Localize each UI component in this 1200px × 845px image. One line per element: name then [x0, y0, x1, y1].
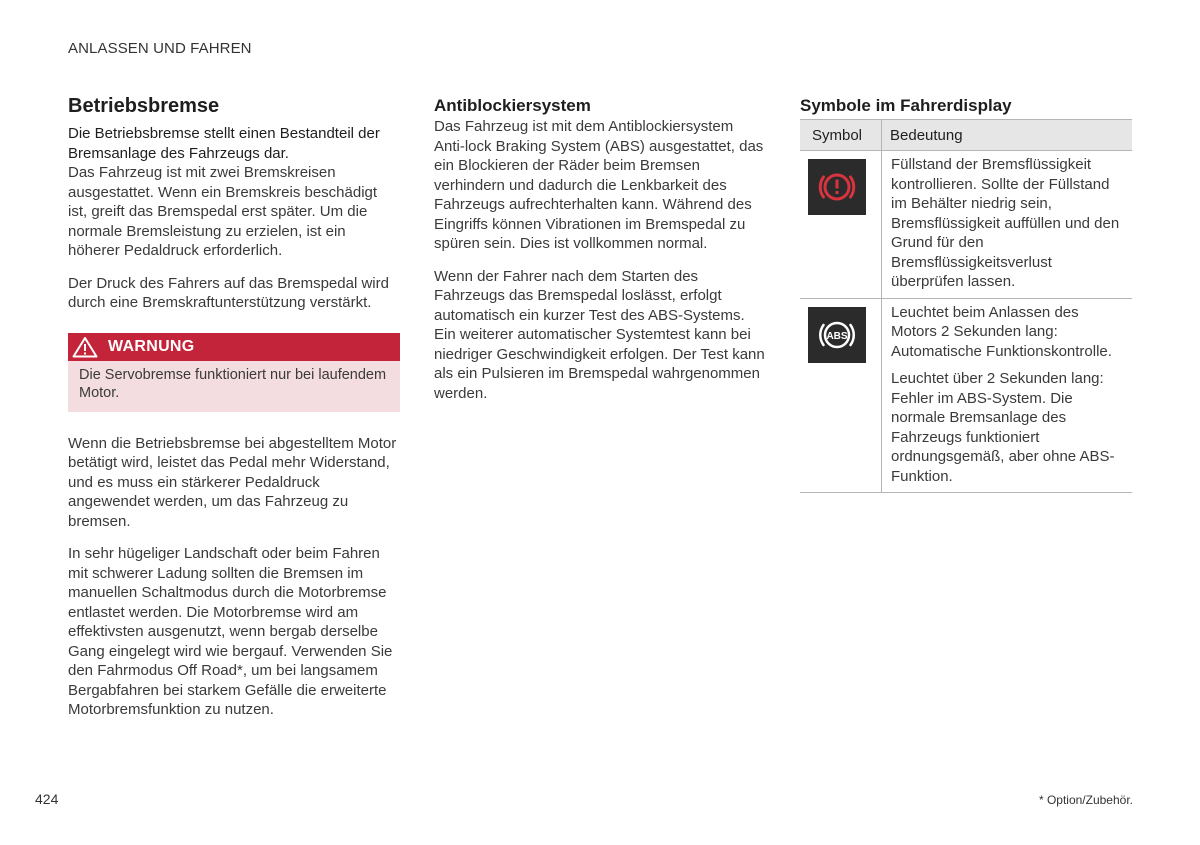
paragraph: In sehr hügeliger Landschaft oder beim Fahren mit schwerer Ladung sollten die Bremsen im manuellen Schaltmodus durch die Motorbremse entlastet werden. Die Motorbremse wird am effektivsten ausgenutzt, wenn bergab derselbe Gang eingelegt wird wie bergauf. Verwenden Sie den Fahrmodus Off Road*, um bei langsamem Bergabfahren bei starkem Gefälle die erweiterte Motorbremsfunktion zu nutzen. [68, 545, 393, 718]
paragraph: Das Fahrzeug ist mit zwei Bremskreisen ausgestattet. Wenn ein Bremskreis beschädigt ist, greift das Bremspedal erst später. Um die normale Bremsleistung zu erzielen, ist ein höherer Pedaldruck erforderlich. [68, 164, 378, 259]
paragraph: Der Druck des Fahrers auf das Bremspedal wird durch eine Bremskraftunterstützung verstärkt. [68, 274, 389, 311]
meaning-text: Leuchtet beim Anlassen des Motors 2 Sekunden lang: Automatische Funktionskontrolle. [891, 303, 1112, 360]
table-row [800, 151, 1132, 299]
warning-text: Die Servobremse funktioniert nur bei laufendem Motor. [68, 361, 400, 412]
symbol-cell [800, 151, 882, 299]
paragraph: Wenn die Betriebsbremse bei abgestelltem Motor betätigt wird, leistet das Pedal mehr Widerstand, und es muss ein stärkerer Pedaldruck angewendet werden, um das Fahrzeug zu bremsen. [68, 434, 397, 530]
paragraph: Das Fahrzeug ist mit dem Antiblockiersystem Anti-lock Braking System (ABS) ausgestattet, das ein Blockieren der Räder beim Bremsen verhindern und dadurch die Lenkbarkeit des Fahrzeugs aufrechterhalten kann. Während des Eingriffs können Vibrationen im Bremspedal zu spüren sein. Dies ist vollkommen normal. [434, 118, 764, 252]
heading-symbols: Symbole im Fahrerdisplay [800, 96, 1012, 115]
heading-service-brake: Betriebsbremse [68, 95, 220, 117]
section-header: ANLASSEN UND FAHREN [68, 40, 252, 57]
warning-box [68, 333, 400, 412]
heading-abs: Antiblockiersystem [434, 96, 591, 115]
paragraph: Wenn der Fahrer nach dem Starten des Fahrzeugs das Bremspedal loslässt, erfolgt automatisch ein kurzer Test des ABS-Systems. Ein weiterer automatischer Systemtest kann bei niedriger Geschwindigkeit erfolgen. Der Test kann als ein Pulsieren im Bremspedal wahrgenommen werden. [434, 267, 765, 402]
abs-icon-label: ABS [826, 330, 848, 342]
meaning-text: Füllstand der Bremsflüssigkeit kontrollieren. Sollte der Füllstand im Behälter niedrig sein, Bremsflüssigkeit auffüllen und den Grund für den Bremsflüssigkeitsverlust überprüfen lassen. [891, 156, 1120, 290]
warning-header [68, 333, 400, 361]
warning-label: WARNUNG [108, 337, 195, 355]
table-row [800, 298, 1132, 493]
page-number: 424 [35, 791, 59, 807]
column-header-meaning: Bedeutung [882, 120, 1133, 151]
abs-icon [808, 307, 866, 363]
table-header-row [800, 120, 1132, 151]
meaning-text: Leuchtet über 2 Sekunden lang: Fehler im ABS-System. Die normale Bremsanlage des Fahrzeugs funktioniert ordnungsgemäß, aber ohne ABS-Funktion. [891, 370, 1115, 485]
warning-triangle-icon [72, 336, 98, 358]
footnote: * Option/Zubehör. [1038, 793, 1133, 807]
column-service-brake [68, 94, 400, 720]
column-header-symbol: Symbol [800, 120, 882, 151]
brake-warning-icon [808, 159, 866, 215]
meaning-cell [882, 298, 1133, 493]
symbols-table [800, 119, 1132, 493]
lead-paragraph: Die Betriebsbremse stellt einen Bestandteil der Bremsanlage des Fahrzeugs dar. [68, 125, 380, 162]
column-abs [434, 94, 766, 403]
symbol-cell [800, 298, 882, 493]
meaning-cell [882, 151, 1133, 299]
column-symbols [800, 94, 1132, 493]
